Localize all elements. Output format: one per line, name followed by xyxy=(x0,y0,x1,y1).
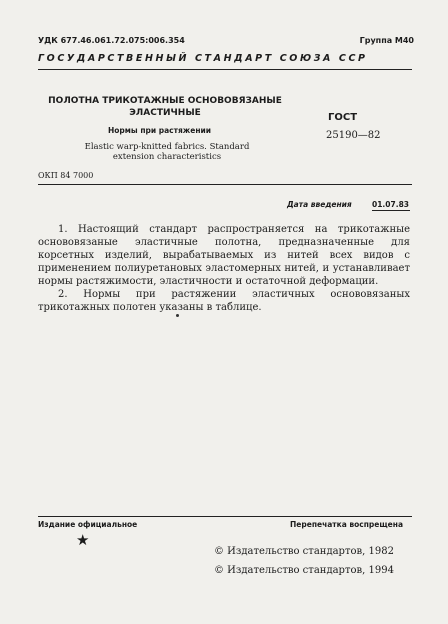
official-edition-label: Издание официальное xyxy=(38,520,138,529)
print-dot xyxy=(176,314,179,317)
intro-date: 01.07.83 xyxy=(372,200,410,209)
header-divider xyxy=(38,69,412,70)
copyright-1982: © Издательство стандартов, 1982 xyxy=(214,546,394,557)
document-subtitle-ru: Нормы при растяжении xyxy=(108,126,212,135)
header-title: ГОСУДАРСТВЕННЫЙ СТАНДАРТ СОЮЗА ССР xyxy=(38,53,368,64)
paragraph-1: 1. Настоящий стандарт распространяется на трикотажные основовязаные эластичные полотна, предназначенные для корсетных изделий, вырабатываемых из нитей всех видов с применением полиуретановых эластомерных нитей, и устанавливает нормы растяжимости, эластичности и остаточной деформации. xyxy=(38,224,410,287)
gost-label: ГОСТ xyxy=(328,112,358,123)
intro-date-label: Дата введения xyxy=(287,200,352,209)
paragraph-2: 2. Нормы при растяжении эластичных основовязаных трикотажных полотен указаны в таблице. xyxy=(38,289,410,313)
footer-divider xyxy=(38,516,412,517)
group-code: Группа М40 xyxy=(359,36,414,45)
title-divider xyxy=(38,184,412,185)
copyright-1994: © Издательство стандартов, 1994 xyxy=(214,565,394,576)
document-title-ru: ПОЛОТНА ТРИКОТАЖНЫЕ ОСНОВОВЯЗАНЫЕ ЭЛАСТИЧНЫЕ xyxy=(48,96,282,118)
star-icon: ★ xyxy=(76,531,90,549)
gost-number: 25190—82 xyxy=(326,130,381,141)
udk-code: УДК 677.46.061.72.075:006.354 xyxy=(38,36,185,45)
document-title-en: Elastic warp-knitted fabrics. Standard extension characteristics xyxy=(84,142,250,162)
reprint-prohibited-label: Перепечатка воспрещена xyxy=(290,520,404,529)
intro-date-underline xyxy=(372,210,410,211)
okp-code: ОКП 84 7000 xyxy=(38,171,94,180)
